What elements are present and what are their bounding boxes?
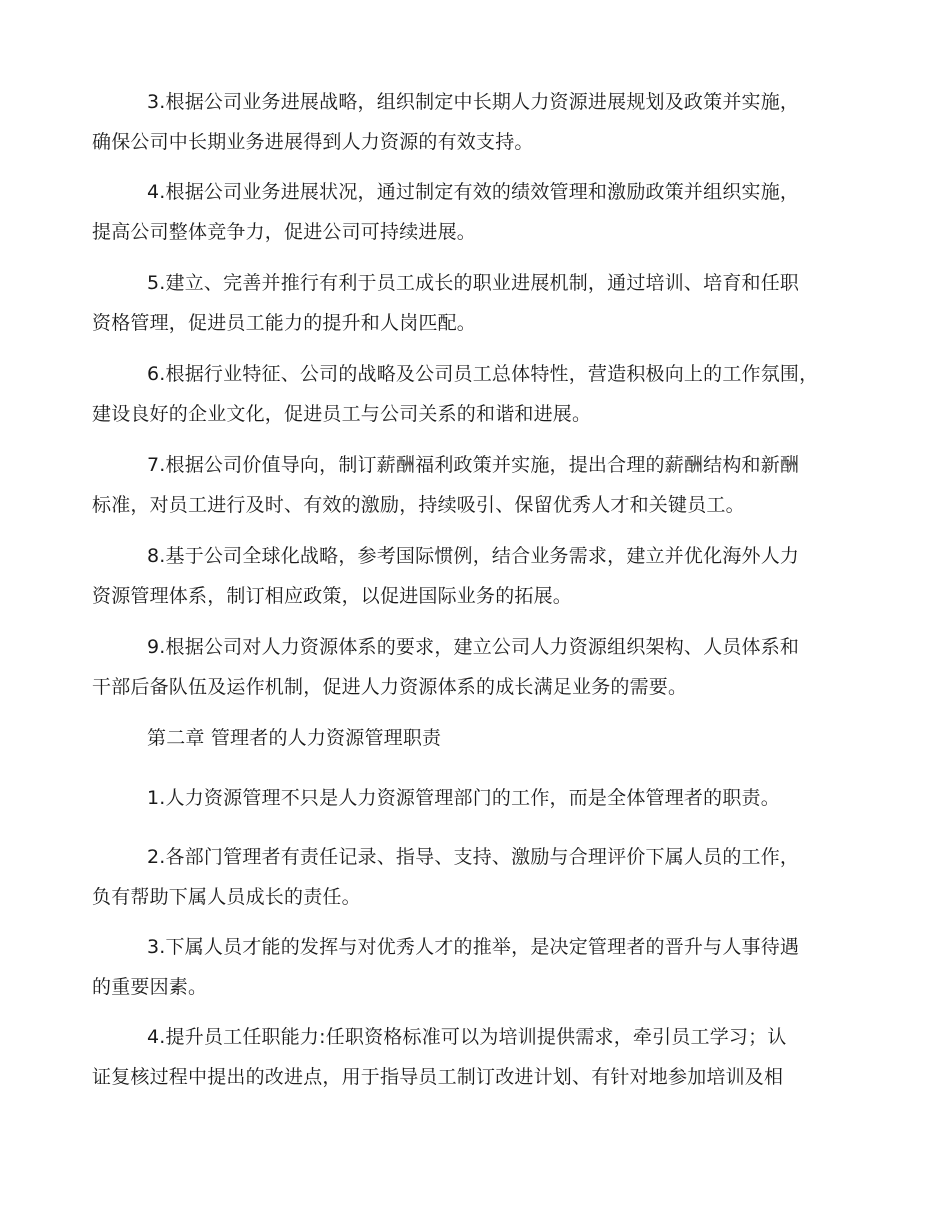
paragraph-line: 3.根据公司业务进展战略，组织制定中长期人力资源进展规划及政策并实施， (147, 91, 800, 113)
paragraph-line: 3.下属人员才能的发挥与对优秀人才的推举，是决定管理者的晋升与人事待遇 (147, 936, 800, 958)
paragraph-line: 资格管理，促进员工能力的提升和人岗匹配。 (92, 312, 477, 334)
paragraph-line: 干部后备队伍及运作机制，促进人力资源体系的成长满足业务的需要。 (92, 676, 688, 698)
paragraph-duty-3 (92, 927, 862, 1007)
paragraph-line: 9.根据公司对人力资源体系的要求，建立公司人力资源组织架构、人员体系和 (147, 636, 800, 658)
paragraph-line: 1.人力资源管理不只是人力资源管理部门的工作，而是全体管理者的职责。 (147, 787, 780, 809)
paragraph-item-9 (92, 627, 862, 707)
paragraph-duty-2 (92, 837, 862, 917)
paragraph-item-6 (92, 354, 862, 434)
paragraph-item-5 (92, 263, 862, 343)
paragraph-line: 的重要因素。 (92, 976, 208, 998)
paragraph-line: 4.根据公司业务进展状况，通过制定有效的绩效管理和激励政策并组织实施， (147, 181, 800, 203)
paragraph-line: 标准，对员工进行及时、有效的激励，持续吸引、保留优秀人才和关键员工。 (92, 494, 745, 516)
paragraph-line: 7.根据公司价值导向，制订薪酬福利政策并实施，提出合理的薪酬结构和新酬 (147, 454, 800, 476)
paragraph-item-3 (92, 82, 862, 162)
paragraph-line: 建设良好的企业文化，促进员工与公司关系的和谐和进展。 (92, 403, 592, 425)
paragraph-line: 2.各部门管理者有责任记录、指导、支持、激励与合理评价下属人员的工作， (147, 846, 800, 868)
chapter-heading (92, 718, 862, 758)
paragraph-duty-1 (92, 778, 862, 818)
paragraph-line: 确保公司中长期业务进展得到人力资源的有效支持。 (92, 131, 534, 153)
paragraph-duty-4 (92, 1017, 862, 1097)
paragraph-line: 4.提升员工任职能力:任职资格标准可以为培训提供需求，牵引员工学习；认 (147, 1026, 787, 1048)
paragraph-line: 提高公司整体竞争力，促进公司可持续进展。 (92, 221, 477, 243)
paragraph-line: 证复核过程中提出的改进点，用于指导员工制订改进计划、有针对地参加培训及相 (92, 1066, 784, 1088)
paragraph-line: 5.建立、完善并推行有利于员工成长的职业进展机制，通过培训、培育和任职 (147, 272, 800, 294)
paragraph-item-8 (92, 536, 862, 616)
paragraph-line: 8.基于公司全球化战略，参考国际惯例，结合业务需求，建立并优化海外人力 (147, 545, 800, 567)
paragraph-line: 6.根据行业特征、公司的战略及公司员工总体特性，营造积极向上的工作氛围， (147, 363, 819, 385)
chapter-title: 第二章 管理者的人力资源管理职责 (147, 727, 442, 749)
paragraph-line: 资源管理体系，制订相应政策，以促进国际业务的拓展。 (92, 585, 573, 607)
paragraph-line: 负有帮助下属人员成长的责任。 (92, 886, 361, 908)
paragraph-item-7 (92, 445, 862, 525)
paragraph-item-4 (92, 172, 862, 252)
